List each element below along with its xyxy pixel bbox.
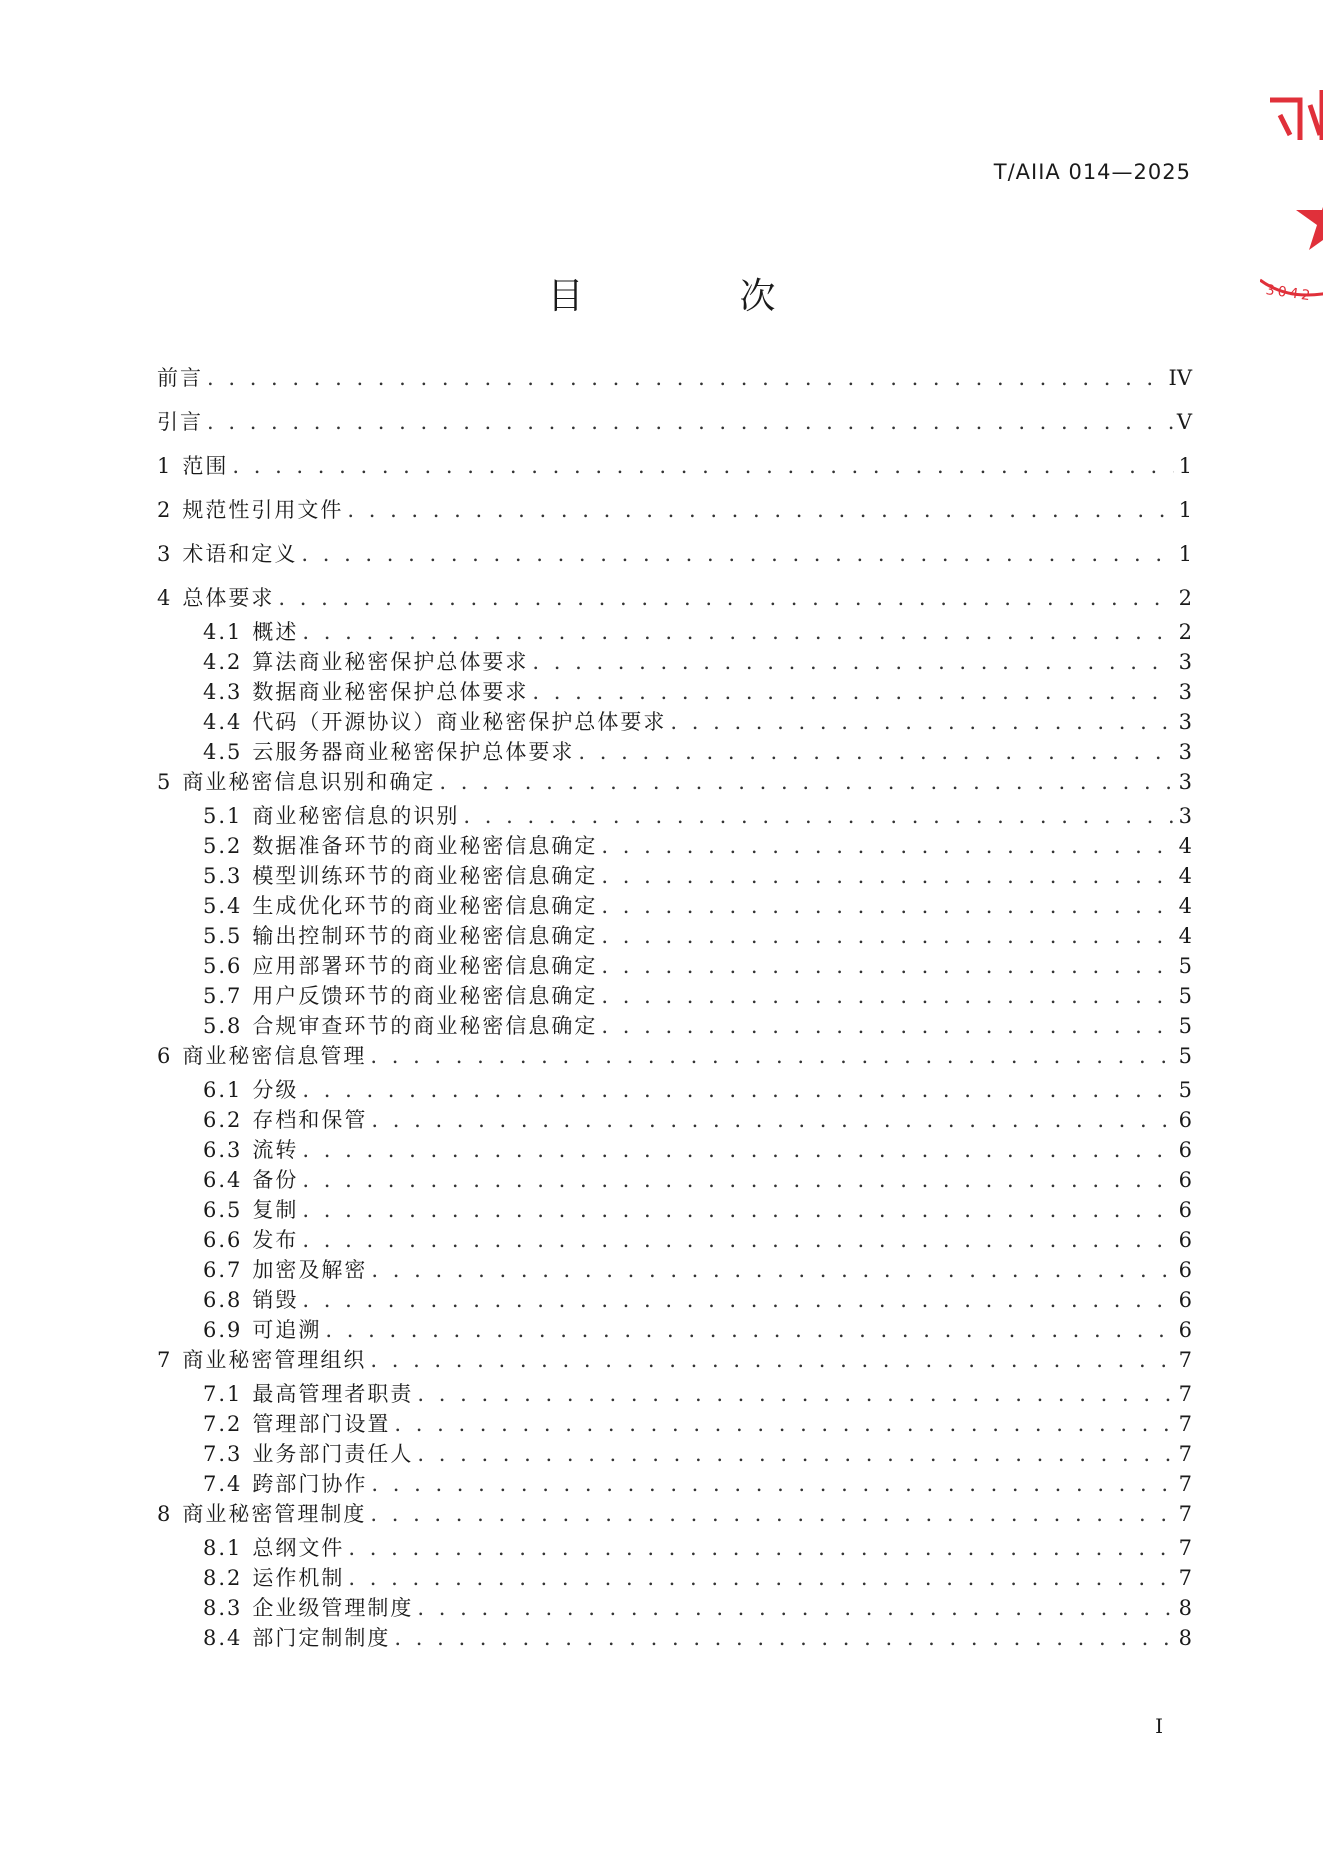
toc-entry-number: 6.2 [203, 1108, 243, 1132]
toc-entry-label: 用户反馈环节的商业秘密信息确定 [252, 984, 598, 1008]
toc-dot-leader [232, 454, 1174, 478]
toc-entry-number: 6.3 [203, 1138, 243, 1162]
toc-entry-page: 8 [1178, 1626, 1192, 1650]
toc-entry-label: 商业秘密信息管理 [182, 1044, 367, 1068]
toc-entry-page: 6 [1178, 1258, 1192, 1282]
toc-entry-page: 4 [1178, 924, 1192, 948]
toc-entry-number: 6.1 [203, 1078, 243, 1102]
toc-entry-page: 5 [1178, 984, 1192, 1008]
toc-entry-label: 存档和保管 [252, 1108, 368, 1132]
toc-subentry[interactable] [157, 646, 1192, 676]
toc-entry-number: 6.4 [203, 1168, 243, 1192]
toc-dot-leader [207, 366, 1165, 390]
toc-entry-page: 3 [1178, 680, 1192, 704]
toc-dot-leader [670, 710, 1174, 734]
toc-dot-leader [417, 1382, 1174, 1406]
toc-entry-number: 5 [157, 770, 173, 794]
toc-subentry[interactable] [157, 800, 1192, 830]
toc-entry-number: 6.8 [203, 1288, 243, 1312]
toc-entry-label: 数据准备环节的商业秘密信息确定 [252, 834, 598, 858]
toc-entry-number: 6.7 [203, 1258, 243, 1282]
toc-entry-number: 7 [157, 1348, 173, 1372]
toc-dot-leader [417, 1596, 1174, 1620]
toc-entry-label: 输出控制环节的商业秘密信息确定 [252, 924, 598, 948]
toc-dot-leader [302, 1228, 1174, 1252]
toc-entry-page: 3 [1178, 804, 1192, 828]
toc-entry-page: 7 [1178, 1472, 1192, 1496]
toc-dot-leader [278, 586, 1174, 610]
toc-subentry[interactable] [157, 1224, 1192, 1254]
toc-entry-label: 生成优化环节的商业秘密信息确定 [252, 894, 598, 918]
toc-entry-label: 商业秘密信息的识别 [252, 804, 460, 828]
toc-entry-label: 术语和定义 [182, 542, 298, 566]
toc-entry-number: 5.5 [203, 924, 243, 948]
toc-entry-label: 跨部门协作 [252, 1472, 368, 1496]
toc-dot-leader [302, 1168, 1174, 1192]
toc-subentry[interactable] [157, 1438, 1192, 1468]
toc-entry-number: 6.5 [203, 1198, 243, 1222]
toc-subentry[interactable] [157, 1592, 1192, 1622]
toc-entry-label: 企业级管理制度 [252, 1596, 414, 1620]
toc-dot-leader [370, 1502, 1174, 1526]
toc-entry-label: 流转 [252, 1138, 299, 1162]
toc-entry-number: 5.6 [203, 954, 243, 978]
toc-subentry[interactable] [157, 890, 1192, 920]
toc-entry-label: 商业秘密管理制度 [182, 1502, 367, 1526]
toc-subentry[interactable] [157, 1532, 1192, 1562]
toc-subentry[interactable] [157, 616, 1192, 646]
toc-entry-label: 加密及解密 [252, 1258, 368, 1282]
toc-dot-leader [207, 410, 1173, 434]
toc-entry[interactable] [157, 450, 1192, 494]
toc-dot-leader [601, 834, 1174, 858]
toc-entry-label: 云服务器商业秘密保护总体要求 [252, 740, 575, 764]
toc-entry-number: 8.1 [203, 1536, 243, 1560]
seal-star-icon [1296, 185, 1323, 250]
toc-dot-leader [348, 1566, 1174, 1590]
toc-dot-leader [371, 1258, 1174, 1282]
toc-entry-page: 3 [1178, 740, 1192, 764]
toc-entry-label: 数据商业秘密保护总体要求 [252, 680, 529, 704]
toc-entry-label: 范围 [182, 454, 229, 478]
toc-dot-leader [601, 924, 1174, 948]
toc-entry[interactable] [157, 538, 1192, 582]
toc-entry[interactable] [157, 1498, 1192, 1532]
toc-entry-label: 发布 [252, 1228, 299, 1252]
toc-entry-number: 7.4 [203, 1472, 243, 1496]
toc-dot-leader [370, 1348, 1174, 1372]
official-seal-stamp [1260, 80, 1323, 380]
toc-dot-leader [394, 1412, 1174, 1436]
toc-dot-leader [302, 620, 1174, 644]
toc-subentry[interactable] [157, 920, 1192, 950]
toc-entry-number: 3 [157, 542, 173, 566]
toc-entry[interactable] [157, 1040, 1192, 1074]
toc-entry[interactable] [157, 582, 1192, 616]
toc-subentry[interactable] [157, 860, 1192, 890]
toc-entry-label: 前言 [157, 366, 203, 390]
toc-dot-leader [302, 1138, 1174, 1162]
toc-subentry[interactable] [157, 706, 1192, 736]
toc-entry-page: 5 [1178, 1014, 1192, 1038]
toc-entry-number: 8.4 [203, 1626, 243, 1650]
toc-entry-label: 备份 [252, 1168, 299, 1192]
toc-entry-number: 7.1 [203, 1382, 243, 1406]
toc-dot-leader [463, 804, 1174, 828]
toc-dot-leader [601, 954, 1174, 978]
toc-entry-page: 4 [1178, 864, 1192, 888]
toc-entry-page: 5 [1178, 954, 1192, 978]
toc-entry-page: 1 [1178, 498, 1192, 522]
toc-dot-leader [301, 542, 1174, 566]
toc-entry-page: 6 [1178, 1288, 1192, 1312]
toc-subentry[interactable] [157, 1562, 1192, 1592]
toc-entry-page: 1 [1178, 454, 1192, 478]
toc-subentry[interactable] [157, 980, 1192, 1010]
toc-subentry[interactable] [157, 1408, 1192, 1438]
toc-subentry[interactable] [157, 1074, 1192, 1104]
toc-entry-number: 8.3 [203, 1596, 243, 1620]
toc-dot-leader [302, 1078, 1174, 1102]
toc-dot-leader [601, 984, 1174, 1008]
toc-subentry[interactable] [157, 1010, 1192, 1040]
toc-entry-page: 4 [1178, 834, 1192, 858]
toc-subentry[interactable] [157, 1468, 1192, 1498]
toc-entry-page: 8 [1178, 1596, 1192, 1620]
toc-dot-leader [394, 1626, 1174, 1650]
toc-entry-number: 5.1 [203, 804, 243, 828]
table-of-contents [157, 362, 1192, 1652]
toc-dot-leader [347, 498, 1174, 522]
toc-entry-label: 管理部门设置 [252, 1412, 391, 1436]
toc-entry-label: 模型训练环节的商业秘密信息确定 [252, 864, 598, 888]
toc-entry-label: 部门定制制度 [252, 1626, 391, 1650]
toc-dot-leader [532, 680, 1174, 704]
toc-entry-page: 6 [1178, 1168, 1192, 1192]
toc-entry-number: 4 [157, 586, 173, 610]
toc-dot-leader [302, 1198, 1174, 1222]
toc-entry-label: 合规审查环节的商业秘密信息确定 [252, 1014, 598, 1038]
toc-entry-label: 规范性引用文件 [182, 498, 344, 522]
toc-entry[interactable] [157, 766, 1192, 800]
toc-dot-leader [302, 1288, 1174, 1312]
toc-entry-number: 4.3 [203, 680, 243, 704]
toc-entry-page: 6 [1178, 1228, 1192, 1252]
toc-entry-label: 业务部门责任人 [252, 1442, 414, 1466]
toc-subentry[interactable] [157, 1378, 1192, 1408]
toc-entry-label: 总纲文件 [252, 1536, 345, 1560]
toc-entry-page: 4 [1178, 894, 1192, 918]
toc-dot-leader [601, 1014, 1174, 1038]
toc-entry[interactable] [157, 362, 1192, 406]
toc-entry-number: 8.2 [203, 1566, 243, 1590]
toc-subentry[interactable] [157, 950, 1192, 980]
toc-dot-leader [371, 1108, 1174, 1132]
toc-subentry[interactable] [157, 1104, 1192, 1134]
toc-entry-label: 可追溯 [252, 1318, 322, 1342]
toc-entry-number: 6.9 [203, 1318, 243, 1342]
toc-entry-page: 7 [1178, 1536, 1192, 1560]
page-number: I [1155, 1714, 1163, 1738]
toc-dot-leader [348, 1536, 1174, 1560]
toc-subentry[interactable] [157, 1284, 1192, 1314]
toc-subentry[interactable] [157, 1134, 1192, 1164]
page-title: 目 次 [547, 276, 836, 317]
toc-entry-label: 引言 [157, 410, 203, 434]
toc-entry-page: 3 [1178, 650, 1192, 674]
toc-dot-leader [439, 770, 1174, 794]
toc-entry-page: 3 [1178, 770, 1192, 794]
toc-subentry[interactable] [157, 736, 1192, 766]
toc-entry-label: 商业秘密信息识别和确定 [182, 770, 436, 794]
toc-entry-label: 分级 [252, 1078, 299, 1102]
toc-entry-page: 7 [1178, 1412, 1192, 1436]
toc-entry-page: 1 [1178, 542, 1192, 566]
toc-dot-leader [370, 1044, 1174, 1068]
toc-entry-number: 4.5 [203, 740, 243, 764]
toc-entry-number: 5.8 [203, 1014, 243, 1038]
toc-entry-page: 3 [1178, 710, 1192, 734]
toc-entry-label: 概述 [252, 620, 299, 644]
seal-number: 3042 [1264, 282, 1315, 305]
toc-entry-page: 6 [1178, 1138, 1192, 1162]
toc-dot-leader [325, 1318, 1174, 1342]
toc-entry-number: 5.4 [203, 894, 243, 918]
toc-dot-leader [601, 864, 1174, 888]
toc-entry-page: 6 [1178, 1198, 1192, 1222]
standard-code: T/AIIA 014—2025 [993, 160, 1191, 184]
toc-entry[interactable] [157, 494, 1192, 538]
toc-entry-number: 7.2 [203, 1412, 243, 1436]
toc-entry-label: 商业秘密管理组织 [182, 1348, 367, 1372]
toc-entry-page: 2 [1178, 586, 1192, 610]
toc-entry[interactable] [157, 1344, 1192, 1378]
toc-entry-number: 6.6 [203, 1228, 243, 1252]
toc-entry-page: 5 [1178, 1044, 1192, 1068]
toc-entry-number: 1 [157, 454, 173, 478]
toc-entry-label: 销毁 [252, 1288, 299, 1312]
toc-entry-page: 7 [1178, 1348, 1192, 1372]
toc-entry-label: 算法商业秘密保护总体要求 [252, 650, 529, 674]
toc-subentry[interactable] [157, 1164, 1192, 1194]
toc-entry-number: 5.7 [203, 984, 243, 1008]
toc-dot-leader [417, 1442, 1174, 1466]
toc-entry-number: 4.4 [203, 710, 243, 734]
toc-entry-page: 7 [1178, 1442, 1192, 1466]
toc-entry-page: 6 [1178, 1108, 1192, 1132]
toc-subentry[interactable] [157, 676, 1192, 706]
toc-entry[interactable] [157, 406, 1192, 450]
toc-dot-leader [371, 1472, 1174, 1496]
toc-entry-label: 代码（开源协议）商业秘密保护总体要求 [252, 710, 667, 734]
toc-entry-number: 5.2 [203, 834, 243, 858]
toc-entry-page: IV [1168, 366, 1192, 390]
toc-entry-number: 2 [157, 498, 173, 522]
toc-entry-number: 8 [157, 1502, 173, 1526]
toc-entry-page: V [1176, 410, 1192, 434]
toc-entry-number: 4.2 [203, 650, 243, 674]
toc-entry-label: 应用部署环节的商业秘密信息确定 [252, 954, 598, 978]
toc-subentry[interactable] [157, 1622, 1192, 1652]
toc-entry-number: 5.3 [203, 864, 243, 888]
toc-entry-page: 2 [1178, 620, 1192, 644]
toc-subentry[interactable] [157, 830, 1192, 860]
toc-dot-leader [578, 740, 1174, 764]
toc-entry-label: 最高管理者职责 [252, 1382, 414, 1406]
toc-entry-number: 4.1 [203, 620, 243, 644]
toc-entry-page: 7 [1178, 1382, 1192, 1406]
toc-subentry[interactable] [157, 1314, 1192, 1344]
toc-entry-label: 总体要求 [182, 586, 275, 610]
toc-entry-label: 运作机制 [252, 1566, 345, 1590]
toc-subentry[interactable] [157, 1254, 1192, 1284]
toc-dot-leader [601, 894, 1174, 918]
toc-entry-number: 7.3 [203, 1442, 243, 1466]
toc-dot-leader [532, 650, 1174, 674]
toc-entry-page: 7 [1178, 1502, 1192, 1526]
toc-entry-label: 复制 [252, 1198, 299, 1222]
toc-entry-page: 6 [1178, 1318, 1192, 1342]
toc-subentry[interactable] [157, 1194, 1192, 1224]
toc-entry-number: 6 [157, 1044, 173, 1068]
toc-entry-page: 7 [1178, 1566, 1192, 1590]
toc-entry-page: 5 [1178, 1078, 1192, 1102]
